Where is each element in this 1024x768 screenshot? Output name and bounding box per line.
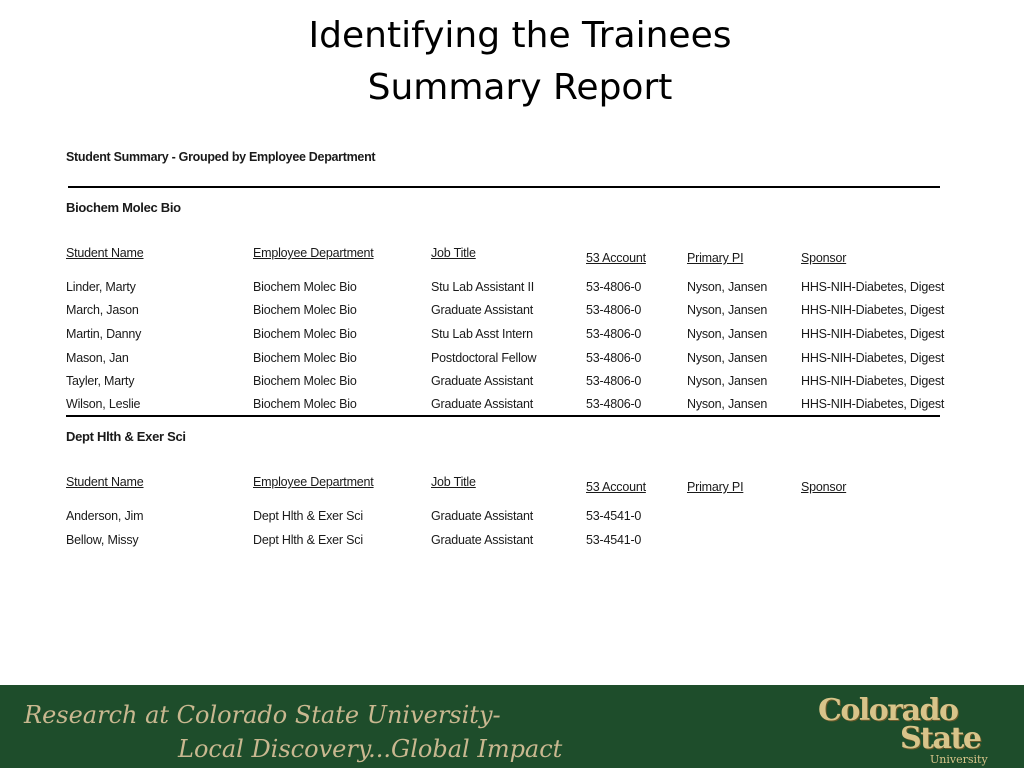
table-row <box>66 374 945 394</box>
cell-employee-department: Biochem Molec Bio <box>253 280 357 294</box>
column-header-sponsor: Sponsor <box>801 480 847 494</box>
cell-employee-department: Biochem Molec Bio <box>253 351 357 365</box>
table-row <box>66 303 945 323</box>
cell-student-name: Martin, Danny <box>66 327 142 341</box>
cell-sponsor: HHS-NIH-Diabetes, Digest <box>801 397 945 411</box>
column-header-53-account: 53 Account <box>586 480 646 494</box>
cell-primary-pi: Nyson, Jansen <box>687 397 768 411</box>
cell-job-title: Graduate Assistant <box>431 374 534 388</box>
column-header-53-account: 53 Account <box>586 251 646 265</box>
cell-employee-department: Biochem Molec Bio <box>253 374 357 388</box>
group-name: Biochem Molec Bio <box>66 200 181 215</box>
group-rule <box>66 415 940 417</box>
column-header-student-name: Student Name <box>66 475 144 489</box>
cell-employee-department: Biochem Molec Bio <box>253 303 357 317</box>
group-name: Dept Hlth & Exer Sci <box>66 429 186 444</box>
table-row <box>66 280 945 300</box>
cell-employee-department: Biochem Molec Bio <box>253 397 357 411</box>
cell-job-title: Graduate Assistant <box>431 509 534 523</box>
cell-employee-department: Dept Hlth & Exer Sci <box>253 509 363 523</box>
footer-tagline-line2: Local Discovery...Global Impact <box>178 735 563 763</box>
table-row <box>66 533 940 553</box>
cell-sponsor: HHS-NIH-Diabetes, Digest <box>801 280 945 294</box>
cell-53-account: 53-4806-0 <box>586 327 642 341</box>
column-header-employee-department: Employee Department <box>253 246 374 260</box>
cell-53-account: 53-4806-0 <box>586 374 642 388</box>
cell-job-title: Graduate Assistant <box>431 533 534 547</box>
slide-title-line2: Summary Report <box>367 67 673 108</box>
logo-word-colorado: Colorado <box>818 693 958 728</box>
column-header-job-title: Job Title <box>431 246 476 260</box>
column-header-primary-pi: Primary PI <box>687 480 744 494</box>
cell-primary-pi: Nyson, Jansen <box>687 327 768 341</box>
cell-job-title: Postdoctoral Fellow <box>431 351 537 365</box>
cell-53-account: 53-4806-0 <box>586 397 642 411</box>
logo-word-university: University <box>930 753 988 766</box>
cell-job-title: Stu Lab Asst Intern <box>431 327 533 341</box>
cell-student-name: March, Jason <box>66 303 139 317</box>
cell-job-title: Stu Lab Assistant II <box>431 280 535 294</box>
footer-banner <box>0 685 1024 768</box>
cell-sponsor: HHS-NIH-Diabetes, Digest <box>801 351 945 365</box>
cell-student-name: Wilson, Leslie <box>66 397 141 411</box>
cell-53-account: 53-4541-0 <box>586 533 642 547</box>
slide-title <box>0 10 1024 114</box>
cell-primary-pi: Nyson, Jansen <box>687 351 768 365</box>
cell-53-account: 53-4806-0 <box>586 280 642 294</box>
cell-sponsor: HHS-NIH-Diabetes, Digest <box>801 303 945 317</box>
cell-student-name: Linder, Marty <box>66 280 136 294</box>
table-row <box>66 509 940 529</box>
cell-job-title: Graduate Assistant <box>431 303 534 317</box>
cell-53-account: 53-4541-0 <box>586 509 642 523</box>
cell-student-name: Mason, Jan <box>66 351 129 365</box>
cell-student-name: Anderson, Jim <box>66 509 144 523</box>
cell-53-account: 53-4806-0 <box>586 351 642 365</box>
cell-student-name: Bellow, Missy <box>66 533 139 547</box>
column-header-student-name: Student Name <box>66 246 144 260</box>
footer-tagline-line1: Research at Colorado State University- <box>24 701 501 729</box>
cell-primary-pi: Nyson, Jansen <box>687 280 768 294</box>
column-header-employee-department: Employee Department <box>253 475 374 489</box>
cell-job-title: Graduate Assistant <box>431 397 534 411</box>
slide-title-line1: Identifying the Trainees <box>308 15 732 56</box>
column-header-sponsor: Sponsor <box>801 251 847 265</box>
table-row <box>66 351 945 371</box>
cell-sponsor: HHS-NIH-Diabetes, Digest <box>801 374 945 388</box>
cell-primary-pi: Nyson, Jansen <box>687 303 768 317</box>
report-top-rule <box>68 186 940 188</box>
cell-sponsor: HHS-NIH-Diabetes, Digest <box>801 327 945 341</box>
cell-employee-department: Dept Hlth & Exer Sci <box>253 533 363 547</box>
cell-53-account: 53-4806-0 <box>586 303 642 317</box>
csu-logo <box>818 693 988 766</box>
column-header-job-title: Job Title <box>431 475 476 489</box>
column-header-primary-pi: Primary PI <box>687 251 744 265</box>
cell-employee-department: Biochem Molec Bio <box>253 327 357 341</box>
logo-word-state: State <box>900 721 981 756</box>
cell-primary-pi: Nyson, Jansen <box>687 374 768 388</box>
table-row <box>66 397 945 417</box>
report-heading: Student Summary - Grouped by Employee Department <box>66 150 376 164</box>
table-row <box>66 327 945 347</box>
cell-student-name: Tayler, Marty <box>66 374 135 388</box>
